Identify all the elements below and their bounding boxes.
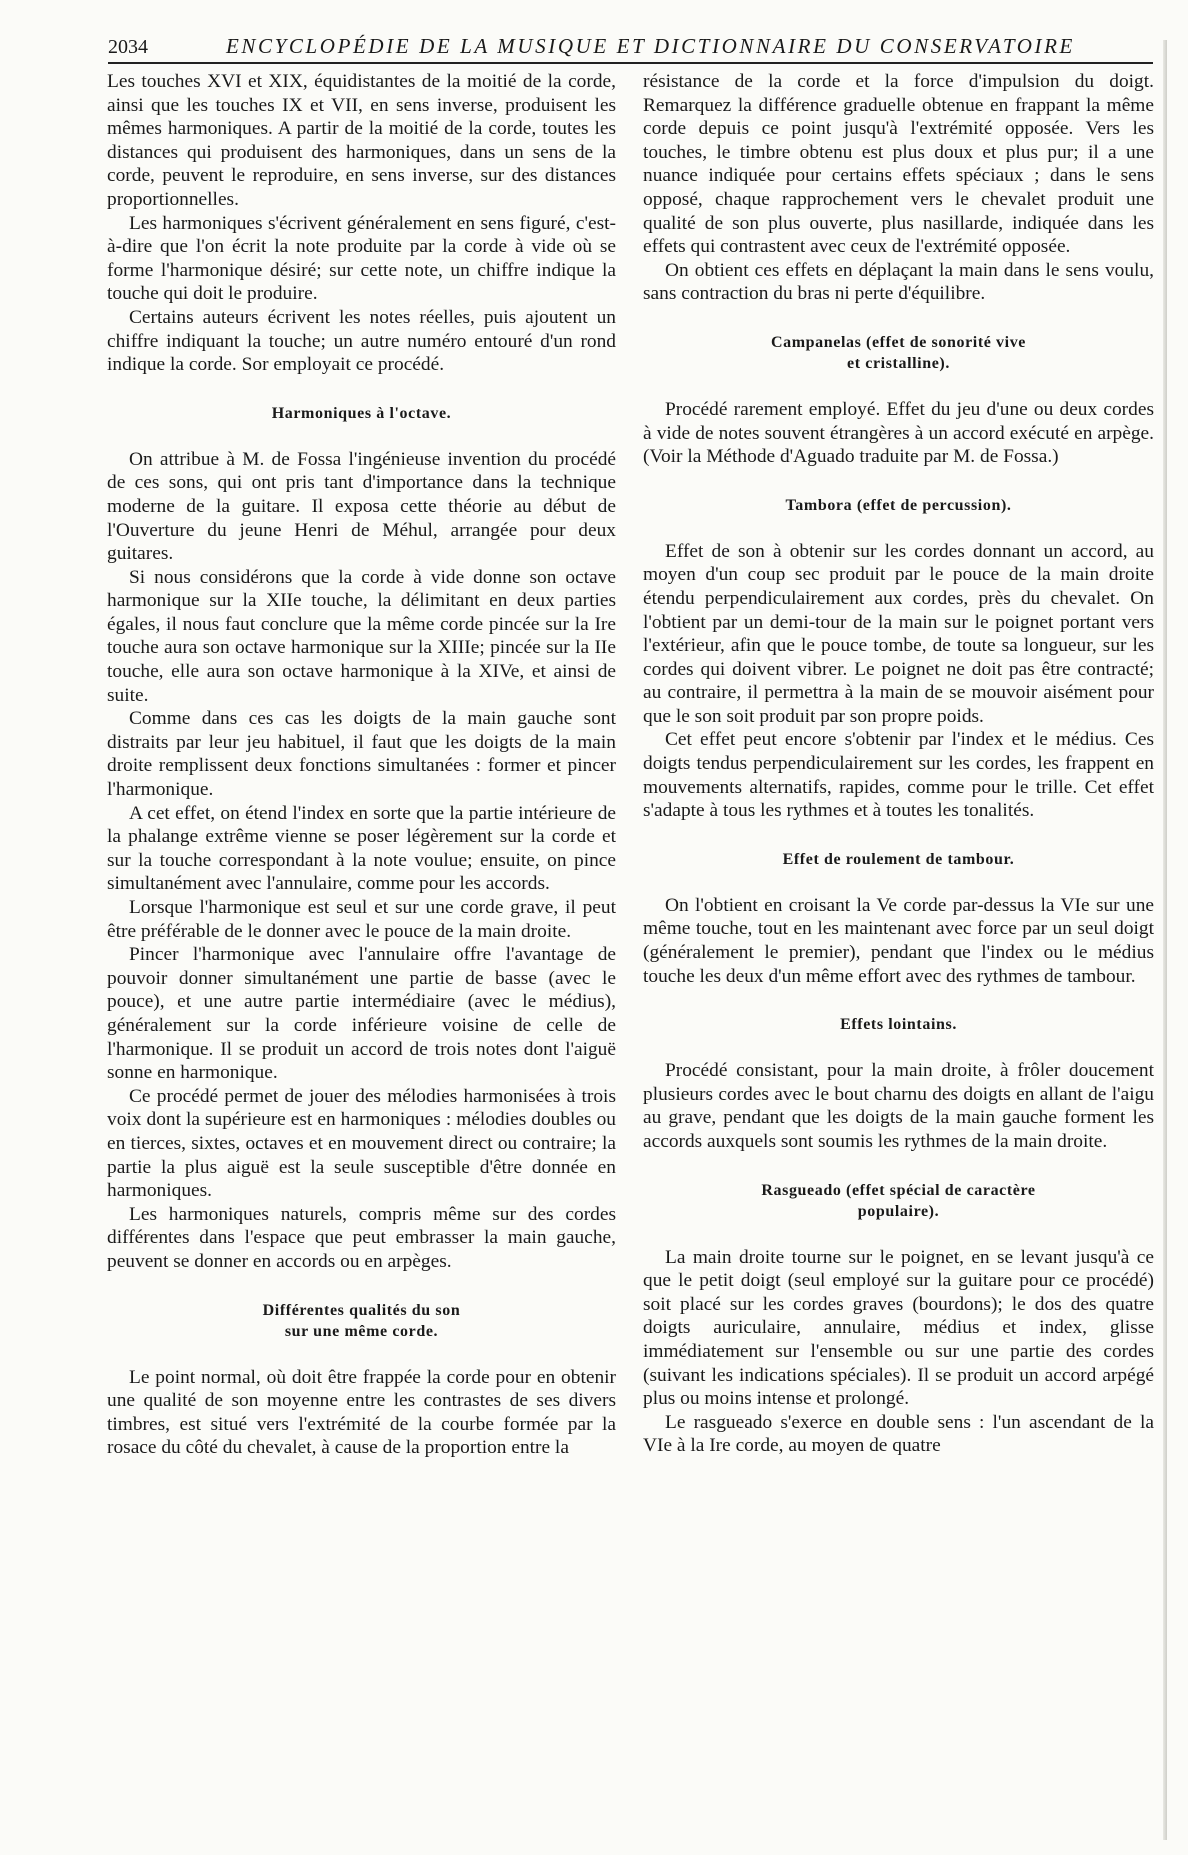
paragraph: On obtient ces effets en déplaçant la main dans le sens voulu, sans contraction du bras ni perte d'équilibre. — [643, 259, 1154, 305]
page-number: 2034 — [108, 36, 148, 58]
section-heading — [643, 1180, 1154, 1222]
heading-line: Campanelas (effet de sonorité vive — [770, 333, 1027, 351]
paragraph: On l'obtient en croisant la Ve corde par-dessus la VIe sur une même touche, tout en les maintenant avec force par un seul doigt (généralement le premier), pendant que l'index ou le médius touche les deux d'un même effort avec des rythmes de tambour. — [643, 894, 1154, 987]
right-column — [643, 70, 1154, 1458]
page-edge-shadow — [1163, 40, 1167, 1840]
paragraph: Procédé consistant, pour la main droite, à frôler doucement plusieurs cordes avec le bout charnu des doigts en allant de l'aigu au grave, pendant que les doigts de la main gauche forment les accords auxquels sont soumis les rythmes de la main droite. — [643, 1060, 1154, 1152]
paragraph: Le point normal, où doit être frappée la corde pour en obtenir une qualité de son moyenne entre les contrastes de ses divers timbres, est situé vers l'extrémité de la courbe formée par la rosace du côté du chevalet, à cause de la proportion entre la — [107, 1366, 616, 1459]
paragraph: Cet effet peut encore s'obtenir par l'index et le médius. Ces doigts tendus perpendiculairement sur les cordes, les frappent en mouvements alternatifs, rapides, comme pour le trille. Cet effet s'adapte à tous les rythmes et à toutes les tonalités. — [643, 729, 1154, 822]
heading-line: sur une même corde. — [284, 1322, 439, 1340]
header-rule — [108, 62, 1153, 64]
paragraph: Le rasgueado s'exerce en double sens : l'un ascendant de la VIe à la Ire corde, au moyen de quatre — [643, 1411, 1154, 1457]
running-title: ENCYCLOPÉDIE DE LA MUSIQUE ET DICTIONNAIRE DU CONSERVATOIRE — [226, 34, 1075, 58]
paragraph: résistance de la corde et la force d'impulsion du doigt. Remarquez la différence graduelle obtenue en frappant la même corde depuis ce point jusqu'à l'extrémité opposée. Vers les touches, le timbre obtenu est plus doux et plus pur; il a une nuance indiquée pour certains effets spéciaux ; dans le sens opposé, chaque rapprochement vers le chevalet produit une qualité de son plus ouverte, plus nasillarde, indiquée dans les effets qui contrastent avec ceux de l'extrémité opposée. — [643, 71, 1154, 258]
section-heading: Effet de roulement de tambour. — [782, 850, 1015, 868]
heading-line: Différentes qualités du son — [262, 1301, 461, 1319]
paragraph: Les harmoniques s'écrivent généralement en sens figuré, c'est-à-dire que l'on écrit la note produite par la corde à vide où se forme l'harmonique désiré; sur cette note, un chiffre indique la touche qui doit le produire. — [107, 212, 616, 305]
paragraph: Lorsque l'harmonique est seul et sur une corde grave, il peut être préférable de le donner avec le pouce de la main droite. — [107, 897, 616, 942]
section-heading — [643, 332, 1154, 374]
paragraph: Effet de son à obtenir sur les cordes donnant un accord, au moyen d'un coup sec produit par le pouce de la main droite étendu perpendiculairement aux cordes, près du chevalet. On l'obtient par un demi-tour de la main sur le poignet portant vers l'extérieur, afin que le pouce tombe, de toute sa longueur, sur les cordes qui doivent vibrer. Le poignet ne doit pas être contracté; au contraire, il permettra à la main de se mouvoir aisément pour que le son soit produit par son propre poids. — [643, 540, 1154, 727]
page-header — [108, 30, 1148, 58]
left-column — [107, 70, 616, 1460]
section-heading: Tambora (effet de percussion). — [785, 496, 1012, 514]
heading-line: et cristalline). — [847, 354, 950, 372]
paragraph: Les harmoniques naturels, compris même sur des cordes différentes dans l'espace que peut embrasser la main gauche, peuvent se donner en accords ou en arpèges. — [107, 1203, 616, 1272]
paragraph: Si nous considérons que la corde à vide donne son octave harmonique sur la XIIe touche, la délimitant en deux parties égales, il nous faut conclure que la même corde pincée sur la Ire touche aura son octave harmonique sur la XIIIe; pincée sur la IIe touche, elle aura son octave harmonique à la XIVe, et ainsi de suite. — [107, 566, 616, 706]
paragraph: On attribue à M. de Fossa l'ingénieuse invention du procédé de ces sons, qui ont pris tant d'importance dans la technique moderne de la guitare. Il exposa cette théorie au début de l'Ouverture du jeune Henri de Méhul, arrangée pour deux guitares. — [107, 448, 616, 565]
section-heading — [107, 1300, 616, 1342]
paragraph: Les touches XVI et XIX, équidistantes de la moitié de la corde, ainsi que les touches IX et VII, en sens inverse, produisent les mêmes harmoniques. A partir de la moitié de la corde, toutes les distances qui produisent des harmoniques, dans un sens de la corde, peuvent le reproduire, en sens inverse, sur des distances proportionnelles. — [107, 71, 616, 210]
section-heading: Effets lointains. — [840, 1016, 957, 1034]
section-heading: Harmoniques à l'octave. — [271, 404, 452, 422]
heading-line: Rasgueado (effet spécial de caractère — [761, 1181, 1036, 1199]
paragraph: La main droite tourne sur le poignet, en se levant jusqu'à ce que le petit doigt (seul employé sur la guitare pour ce procédé) soit placé sur les cordes graves (bourdons); le dos des quatre doigts auriculaire, annulaire, médius et index, glisse immédiatement sur l'ensemble ou sur une partie des cordes (suivant les indications spéciales). Il se produit un accord arpégé plus ou moins intense et prolongé. — [643, 1246, 1154, 1410]
paragraph: Pincer l'harmonique avec l'annulaire offre l'avantage de pouvoir donner simultanément une partie de basse (avec le pouce), et une autre partie intermédiaire (avec le médius), généralement sur la corde inférieure voisine de celle de l'harmonique. Il se produit un accord de trois notes dont l'aiguë sonne en harmonique. — [107, 944, 616, 1084]
paragraph: Ce procédé permet de jouer des mélodies harmonisées à trois voix dont la supérieure est en harmoniques : mélodies doubles ou en tierces, sixtes, octaves et en mouvement direct ou contraire; la partie la plus aiguë est la seule susceptible d'être donnée en harmoniques. — [107, 1085, 616, 1202]
paragraph: Certains auteurs écrivent les notes réelles, puis ajoutent un chiffre indiquant la touche; un autre numéro entouré d'un rond indique la corde. Sor employait ce procédé. — [107, 306, 616, 376]
paragraph: Comme dans ces cas les doigts de la main gauche sont distraits par leur jeu habituel, il faut que les doigts de la main droite remplissent deux fonctions simultanées : former et pincer l'harmonique. — [107, 708, 616, 801]
paragraph: Procédé rarement employé. Effet du jeu d'une ou deux cordes à vide de notes souvent étrangères à un accord exécuté en arpège. (Voir la Méthode d'Aguado traduite par M. de Fossa.) — [643, 398, 1154, 468]
heading-line: populaire). — [857, 1202, 940, 1220]
paragraph: A cet effet, on étend l'index en sorte que la partie intérieure de la phalange extrême vienne se poser légèrement sur la corde et sur la touche correspondant à la note voulue; ensuite, on pince simultanément avec l'annulaire, comme pour les accords. — [107, 802, 616, 895]
